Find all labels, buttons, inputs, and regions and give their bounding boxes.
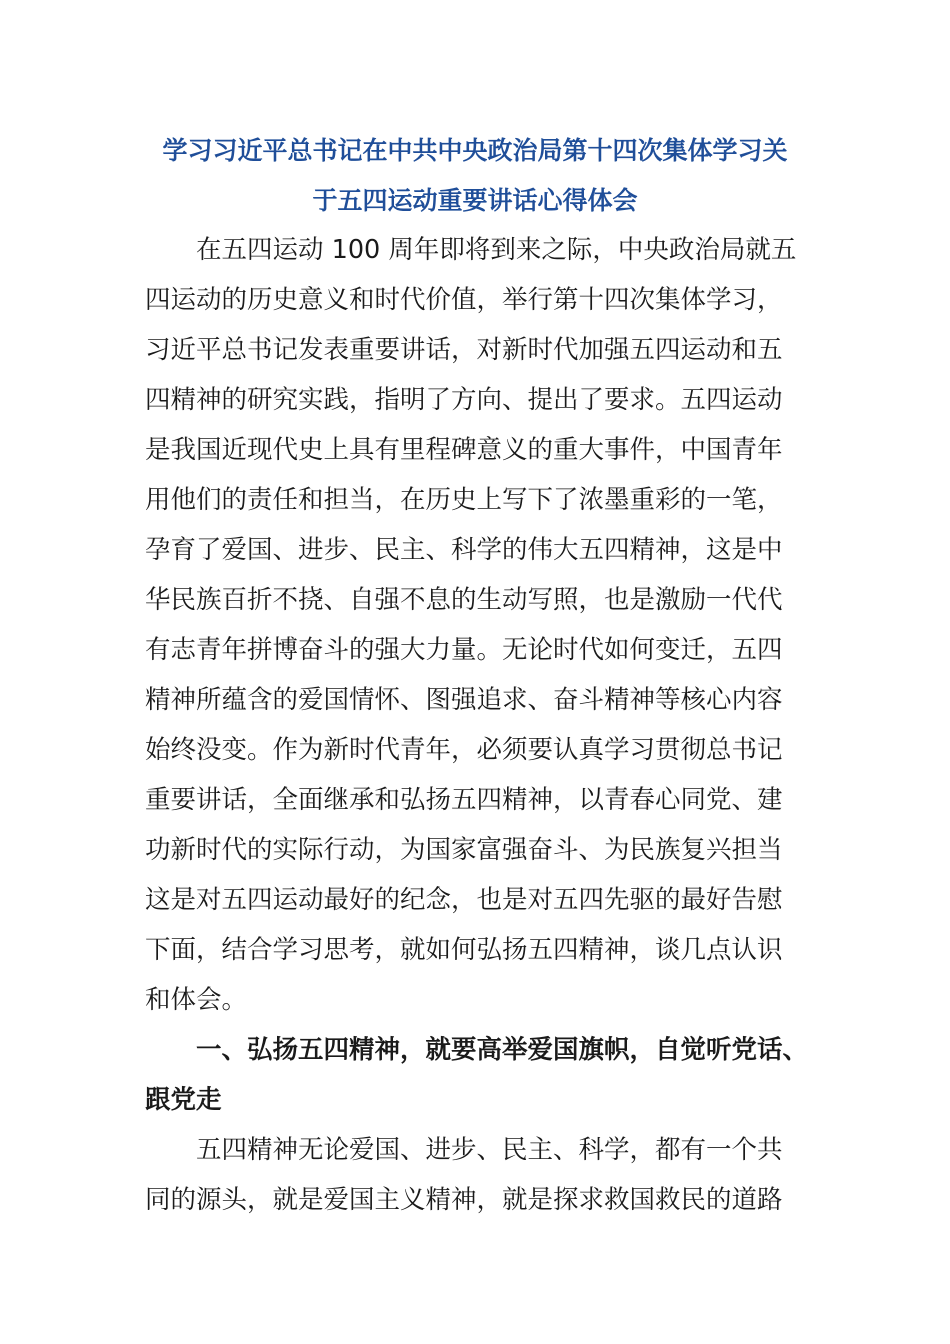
body-line: 用他们的责任和担当，在历史上写下了浓墨重彩的一笔， — [145, 485, 783, 515]
section-body-line: 同的源头，就是爱国主义精神，就是探求救国救民的道路 — [145, 1185, 783, 1215]
section-heading-line-2: 跟党走 — [145, 1085, 222, 1115]
body-line: 四运动的历史意义和时代价值，举行第十四次集体学习， — [145, 285, 783, 315]
body-line: 下面，结合学习思考，就如何弘扬五四精神，谈几点认识 — [145, 935, 783, 965]
body-line: 孕育了爱国、进步、民主、科学的伟大五四精神，这是中 — [145, 535, 783, 565]
body-line: 精神所蕴含的爱国情怀、图强追求、奋斗精神等核心内容 — [145, 685, 783, 715]
document-title-line-2: 于五四运动重要讲话心得体会 — [312, 186, 638, 215]
body-line: 华民族百折不挠、自强不息的生动写照，也是激励一代代 — [145, 585, 783, 615]
body-line: 习近平总书记发表重要讲话，对新时代加强五四运动和五 — [145, 335, 783, 365]
body-line: 和体会。 — [145, 985, 248, 1015]
section-heading-line-1: 一、弘扬五四精神，就要高举爱国旗帜，自觉听党话、 — [145, 1035, 809, 1065]
document-title-line-1: 学习习近平总书记在中共中央政治局第十四次集体学习关 — [162, 136, 788, 165]
body-line: 这是对五四运动最好的纪念，也是对五四先驱的最好告慰 — [145, 885, 783, 915]
body-line: 四精神的研究实践，指明了方向、提出了要求。五四运动 — [145, 385, 783, 415]
body-line: 重要讲话，全面继承和弘扬五四精神，以青春心同党、建 — [145, 785, 783, 815]
section-body-line: 五四精神无论爱国、进步、民主、科学，都有一个共 — [145, 1135, 783, 1165]
body-line: 是我国近现代史上具有里程碑意义的重大事件，中国青年 — [145, 435, 783, 465]
body-line: 在五四运动 100 周年即将到来之际，中央政治局就五 — [145, 235, 797, 265]
body-line: 功新时代的实际行动，为国家富强奋斗、为民族复兴担当 — [145, 835, 783, 865]
body-line: 有志青年拼博奋斗的强大力量。无论时代如何变迁，五四 — [145, 635, 783, 665]
body-line: 始终没变。作为新时代青年，必须要认真学习贯彻总书记 — [145, 735, 783, 765]
